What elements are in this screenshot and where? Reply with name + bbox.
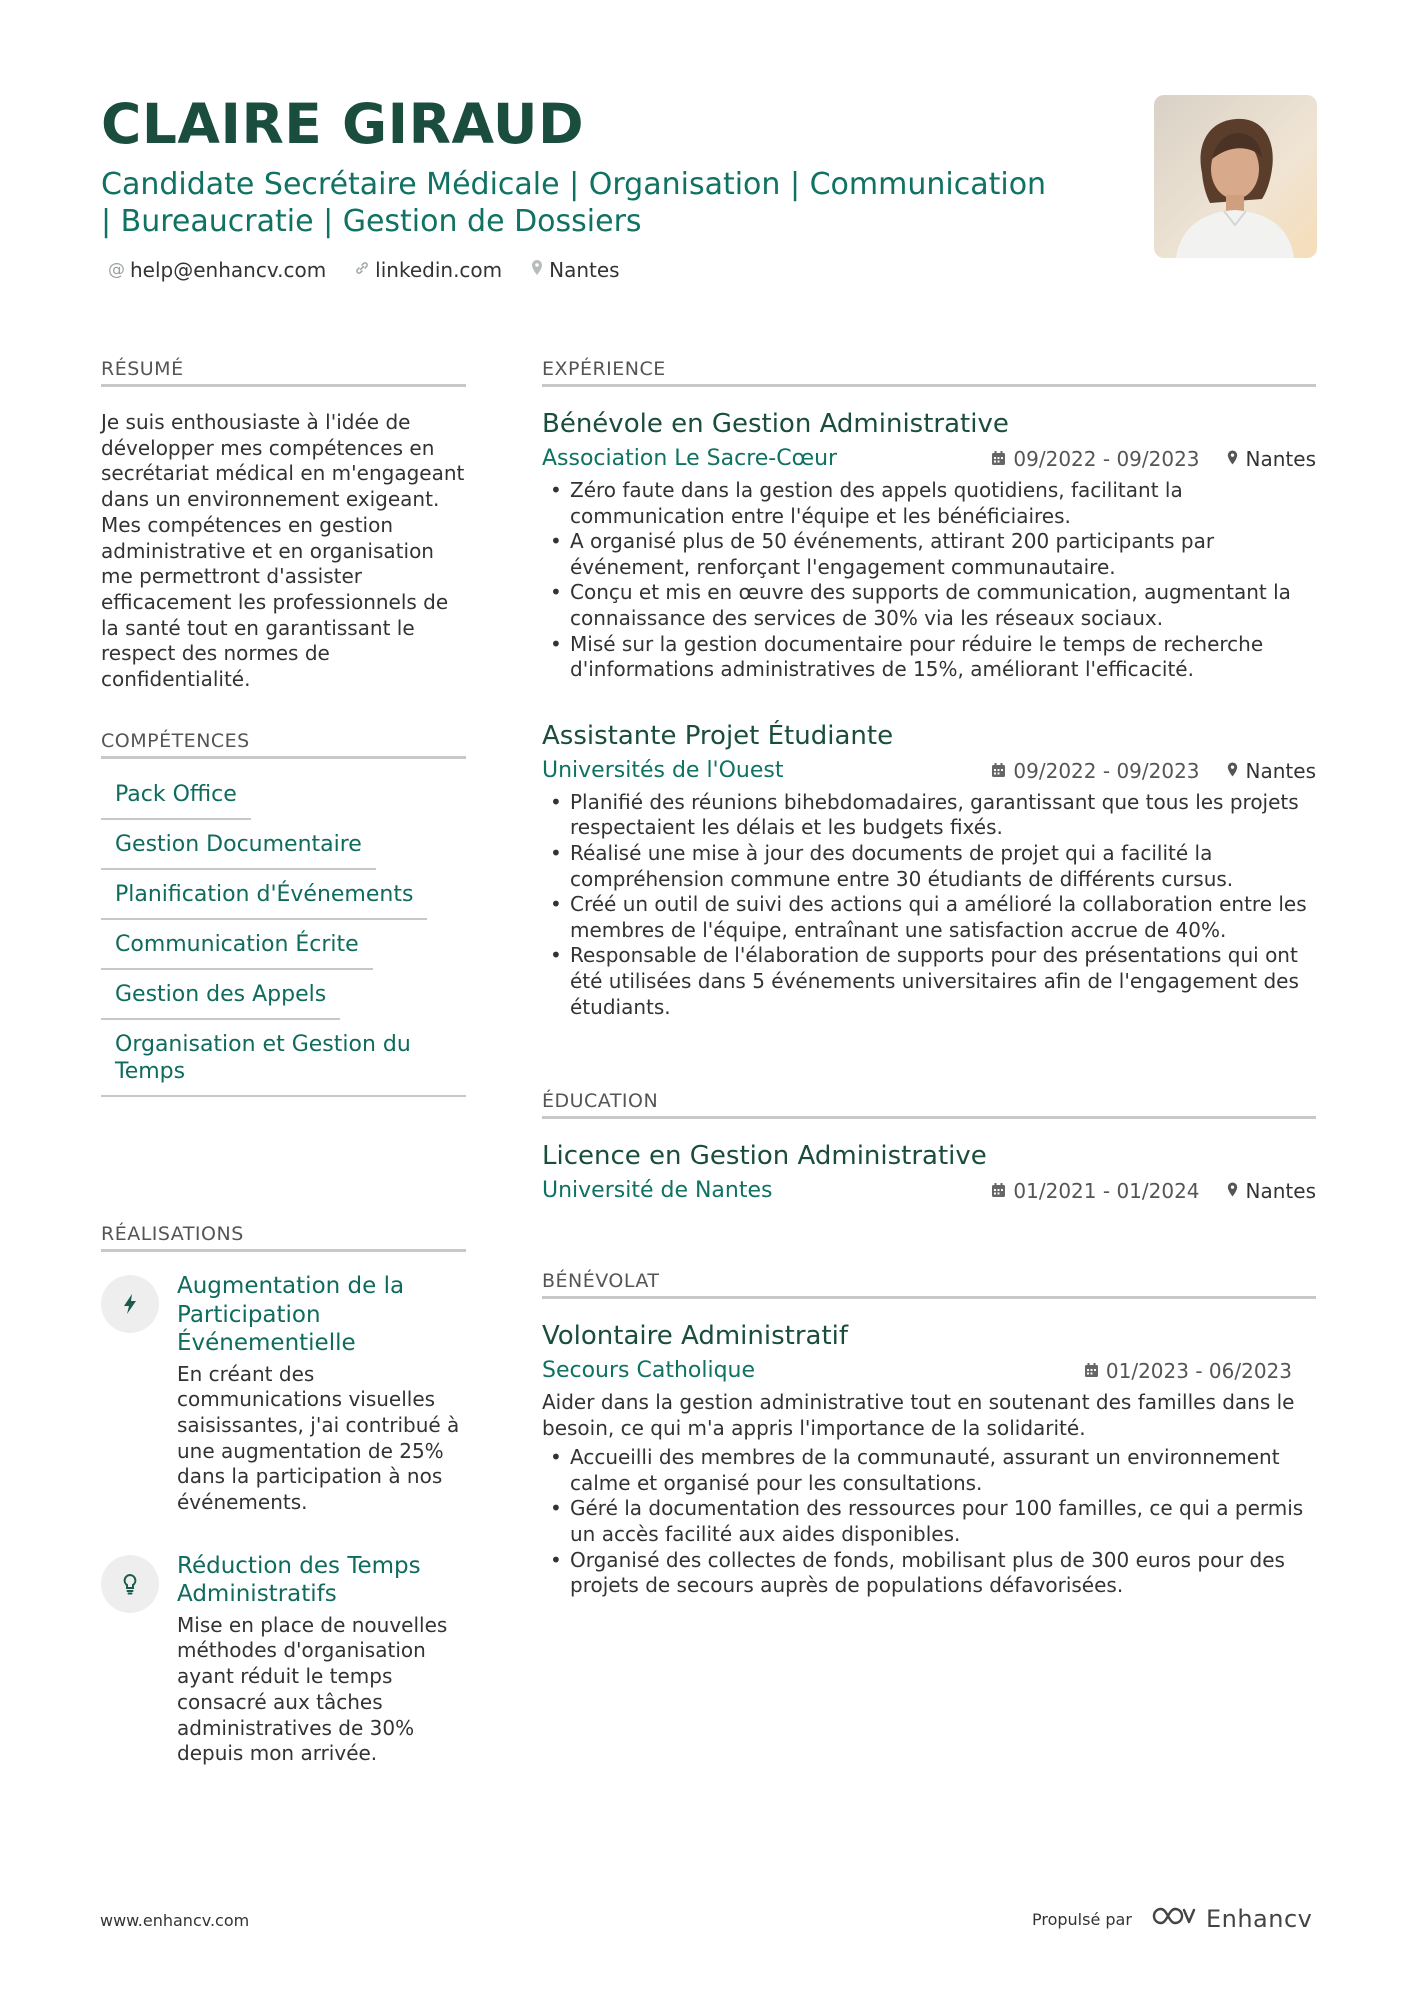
education-heading: ÉDUCATION [542,1090,1316,1119]
footer-website[interactable]: www.enhancv.com [100,1911,250,1930]
job-dates: 09/2022 - 09/2023 [1013,758,1200,783]
link-icon [354,260,370,281]
resume-text: Je suis enthousiaste à l'idée de développer mes compétences en secrétariat médical en m'engageant dans un environnement exigeant. Mes compétences en gestion administrative et en organisation me permettront d'assister efficacement les professionnels de la santé tout en garantissant le respect des normes de confidentialité. [101,410,465,692]
volunteering-section [542,1270,1316,1599]
job-bullets [542,478,1316,683]
profile-photo [1154,95,1317,258]
brand-name: Enhancv [1205,1905,1313,1933]
location-pin-icon [1226,1179,1239,1203]
achievement-title: Réduction des Temps Administratifs [177,1552,421,1608]
bullet-item: • Conçu et mis en œuvre des supports de communication, augmentant la connaissance des services de 30% via les réseaux sociaux. [542,580,1316,631]
volunteer-role: Volontaire Administratif [542,1321,849,1351]
skill-tag: Planification d'Événements [101,873,427,920]
location-pin-icon [530,259,544,281]
bullet-item: • Réalisé une mise à jour des documents de projet qui a facilité la compréhension commune entre 30 étudiants de différents cursus. [542,841,1316,892]
contact-bar [108,258,620,282]
experience-entry [542,407,1316,683]
experience-section [542,358,1316,1020]
job-bullets [542,790,1316,1020]
volunteer-summary: Aider dans la gestion administrative tout en soutenant des familles dans le besoin, ce qui m'a appris l'importance de la solidarité. [542,1390,1295,1440]
bullet-item: • Créé un outil de suivi des actions qui a amélioré la collaboration entre les membres de l'équipe, entraînant une satisfaction accrue de 40%. [542,892,1316,943]
experience-entry [542,719,1316,1020]
achievements-heading: RÉALISATIONS [101,1223,466,1252]
volunteer-bullets [542,1445,1316,1599]
location-pin-icon [1226,447,1239,471]
resume-heading: RÉSUMÉ [101,358,466,387]
skills-list [101,773,466,1097]
skill-tag: Gestion des Appels [101,973,340,1020]
bullet-item: • Géré la documentation des ressources pour 100 familles, ce qui a permis un accès facilité aux aides disponibles. [542,1496,1316,1547]
skills-heading: COMPÉTENCES [101,730,466,759]
education-location: Nantes [1245,1179,1316,1203]
achievement-desc: Mise en place de nouvelles méthodes d'organisation ayant réduit le temps consacré aux tâches administratives de 30% depuis mon arrivée. [177,1612,448,1766]
bullet-item: • Planifié des réunions bihebdomadaires, garantissant que tous les projets respectaient les délais et les budgets fixés. [542,790,1316,841]
candidate-name: CLAIRE GIRAUD [101,92,585,156]
headline: Candidate Secrétaire Médicale | Organisation | Communication | Bureaucratie | Gestion de Dossiers [101,167,1047,239]
bullet-item: • Organisé des collectes de fonds, mobilisant plus de 300 euros pour des projets de secours auprès de populations défavorisées. [542,1548,1316,1599]
contact-location [530,258,619,282]
volunteer-dates: 01/2023 - 06/2023 [1105,1359,1292,1383]
job-location: Nantes [1245,758,1316,783]
contact-email[interactable] [108,258,326,282]
achievement-title: Augmentation de la Participation Événementielle [177,1273,405,1356]
bullet-item: • Accueilli des membres de la communauté, assurant un environnement calme et organisé pour les consultations. [542,1445,1316,1496]
bolt-icon [101,1275,159,1333]
skill-tag: Organisation et Gestion du Temps [101,1023,466,1097]
location-text: Nantes [549,258,620,282]
skill-tag: Pack Office [101,773,251,820]
calendar-icon [991,1179,1006,1203]
achievement-item [101,1272,466,1516]
volunteer-org: Secours Catholique [542,1358,756,1383]
enhancv-logo[interactable] [1150,1905,1312,1933]
enhancv-logo-icon [1150,1905,1196,1933]
calendar-icon [991,447,1006,471]
achievement-desc: En créant des communications visuelles saisissantes, j'ai contribué à une augmentation de 25% dans la participation à nos événements. [177,1361,460,1515]
calendar-icon [991,759,1006,783]
volunteering-heading: BÉNÉVOLAT [542,1270,1316,1299]
bullet-item: • Zéro faute dans la gestion des appels quotidiens, facilitant la communication entre l'équipe et les bénéficiaires. [542,478,1316,529]
skill-tag: Gestion Documentaire [101,823,376,870]
skills-section [101,730,466,1100]
contact-linkedin[interactable] [354,258,502,282]
bullet-item: • Misé sur la gestion documentaire pour réduire le temps de recherche d'informations administratives de 15%, améliorant l'efficacité. [542,632,1316,683]
degree-title: Licence en Gestion Administrative [542,1141,987,1171]
powered-by-text: Propulsé par [1032,1909,1132,1929]
at-icon: @ [108,260,125,280]
education-dates: 01/2021 - 01/2024 [1013,1179,1200,1203]
job-location: Nantes [1245,447,1316,471]
resume-section [101,358,466,693]
header [101,88,1101,240]
achievement-item [101,1552,466,1767]
job-dates: 09/2022 - 09/2023 [1013,447,1200,471]
bullet-item: • A organisé plus de 50 événements, attirant 200 participants par événement, renforçant l'engagement communautaire. [542,529,1316,580]
experience-heading: EXPÉRIENCE [542,358,1316,387]
company-name: Association Le Sacre-Cœur [542,446,838,471]
calendar-icon [1084,1359,1099,1383]
email-text: help@enhancv.com [130,258,327,282]
footer-branding [1032,1905,1312,1933]
location-pin-icon [1226,759,1239,783]
company-name: Universités de l'Ouest [542,757,784,783]
job-title: Assistante Projet Étudiante [542,720,894,751]
lightbulb-icon [101,1555,159,1613]
school-name: Université de Nantes [542,1178,773,1203]
job-title: Bénévole en Gestion Administrative [542,409,1009,439]
education-section [542,1090,1316,1206]
bullet-item: • Responsable de l'élaboration de supports pour des présentations qui ont été utilisées dans 5 événements universitaires afin de l'engagement des étudiants. [542,943,1316,1020]
skill-tag: Communication Écrite [101,923,373,970]
linkedin-text: linkedin.com [375,258,503,282]
achievements-section [101,1223,466,1767]
